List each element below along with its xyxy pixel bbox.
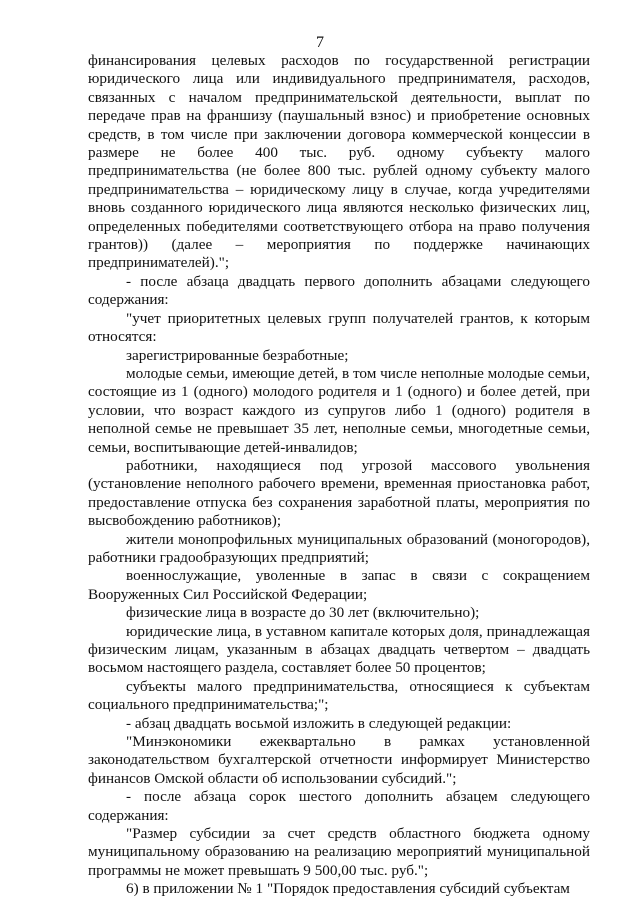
paragraph: жители монопрофильных муниципальных образований (моногородов), работники градообразующих предприятий; [88,530,590,566]
paragraph: "Размер субсидии за счет средств областного бюджета одному муниципальному образованию на реализацию мероприятий муниципальной программы не может превышать 9 500,00 тыс. руб."; [88,825,590,879]
paragraph: военнослужащие, уволенные в запас в связи с сокращением Вооруженных Сил Российской Федерации; [88,567,590,603]
paragraph: физические лица в возрасте до 30 лет (включительно); [126,604,480,622]
paragraph: субъекты малого предпринимательства, относящиеся к субъектам социального предпринимательства;"; [88,677,590,714]
paragraph: "учет приоритетных целевых групп получателей грантов, к которым относятся: [88,309,590,346]
paragraph: зарегистрированные безработные; [126,346,349,364]
paragraph: - после абзаца двадцать первого дополнить абзацами следующего содержания: [88,272,590,309]
paragraph: молодые семьи, имеющие детей, в том числе неполные молодые семьи, состоящие из 1 (одного) молодого родителя и 1 (одного) и более детей, при условии, что возраст каждого из супругов либо 1 (одного) родителя в неполной семье не превышает 35 лет, неполные семьи, многодетные семьи, семьи, воспитывающие детей-инвалидов; [88,364,590,456]
paragraph: - абзац двадцать восьмой изложить в следующей редакции: [126,714,512,732]
paragraph: - после абзаца сорок шестого дополнить абзацем следующего содержания: [88,788,590,824]
paragraph: финансирования целевых расходов по государственной регистрации юридического лица или индивидуального предпринимателя, расходов, связанных с началом предпринимательской деятельности, выплат по передаче прав на франшизу (паушальный взнос) и приобретение основных средств, в том числе при заключении договора коммерческой концессии в размере не более 400 тыс. руб. одному субъекту малого предпринимательства (не более 800 тыс. рублей одному субъекту малого предпринимательства – юридическому лицу в случае, когда учредителями вновь созданного юридического лица являются несколько физических лиц, определенных победителями соответствующего отбора на право получения грантов)) (далее – мероприятия по поддержке начинающих предпринимателей)."; [88,52,590,272]
paragraph: 6) в приложении № 1 "Порядок предоставления субсидий субъектам [126,880,570,898]
paragraph: работники, находящиеся под угрозой массового увольнения (установление неполного рабочего времени, временная приостановка работ, предоставление отпуска без сохранения заработной платы, мероприятия по высвобождению работников); [88,456,590,530]
page-number: 7 [316,34,324,51]
paragraph: "Минэкономики ежеквартально в рамках установленной законодательством бухгалтерской отчетности информирует Министерство финансов Омской области об использовании субсидий."; [88,733,590,787]
document-body [88,52,590,899]
paragraph: юридические лица, в уставном капитале которых доля, принадлежащая физическим лицам, указанным в абзацах двадцать четвертом – двадцать восьмом настоящего раздела, составляет более 50 процентов; [88,622,590,677]
